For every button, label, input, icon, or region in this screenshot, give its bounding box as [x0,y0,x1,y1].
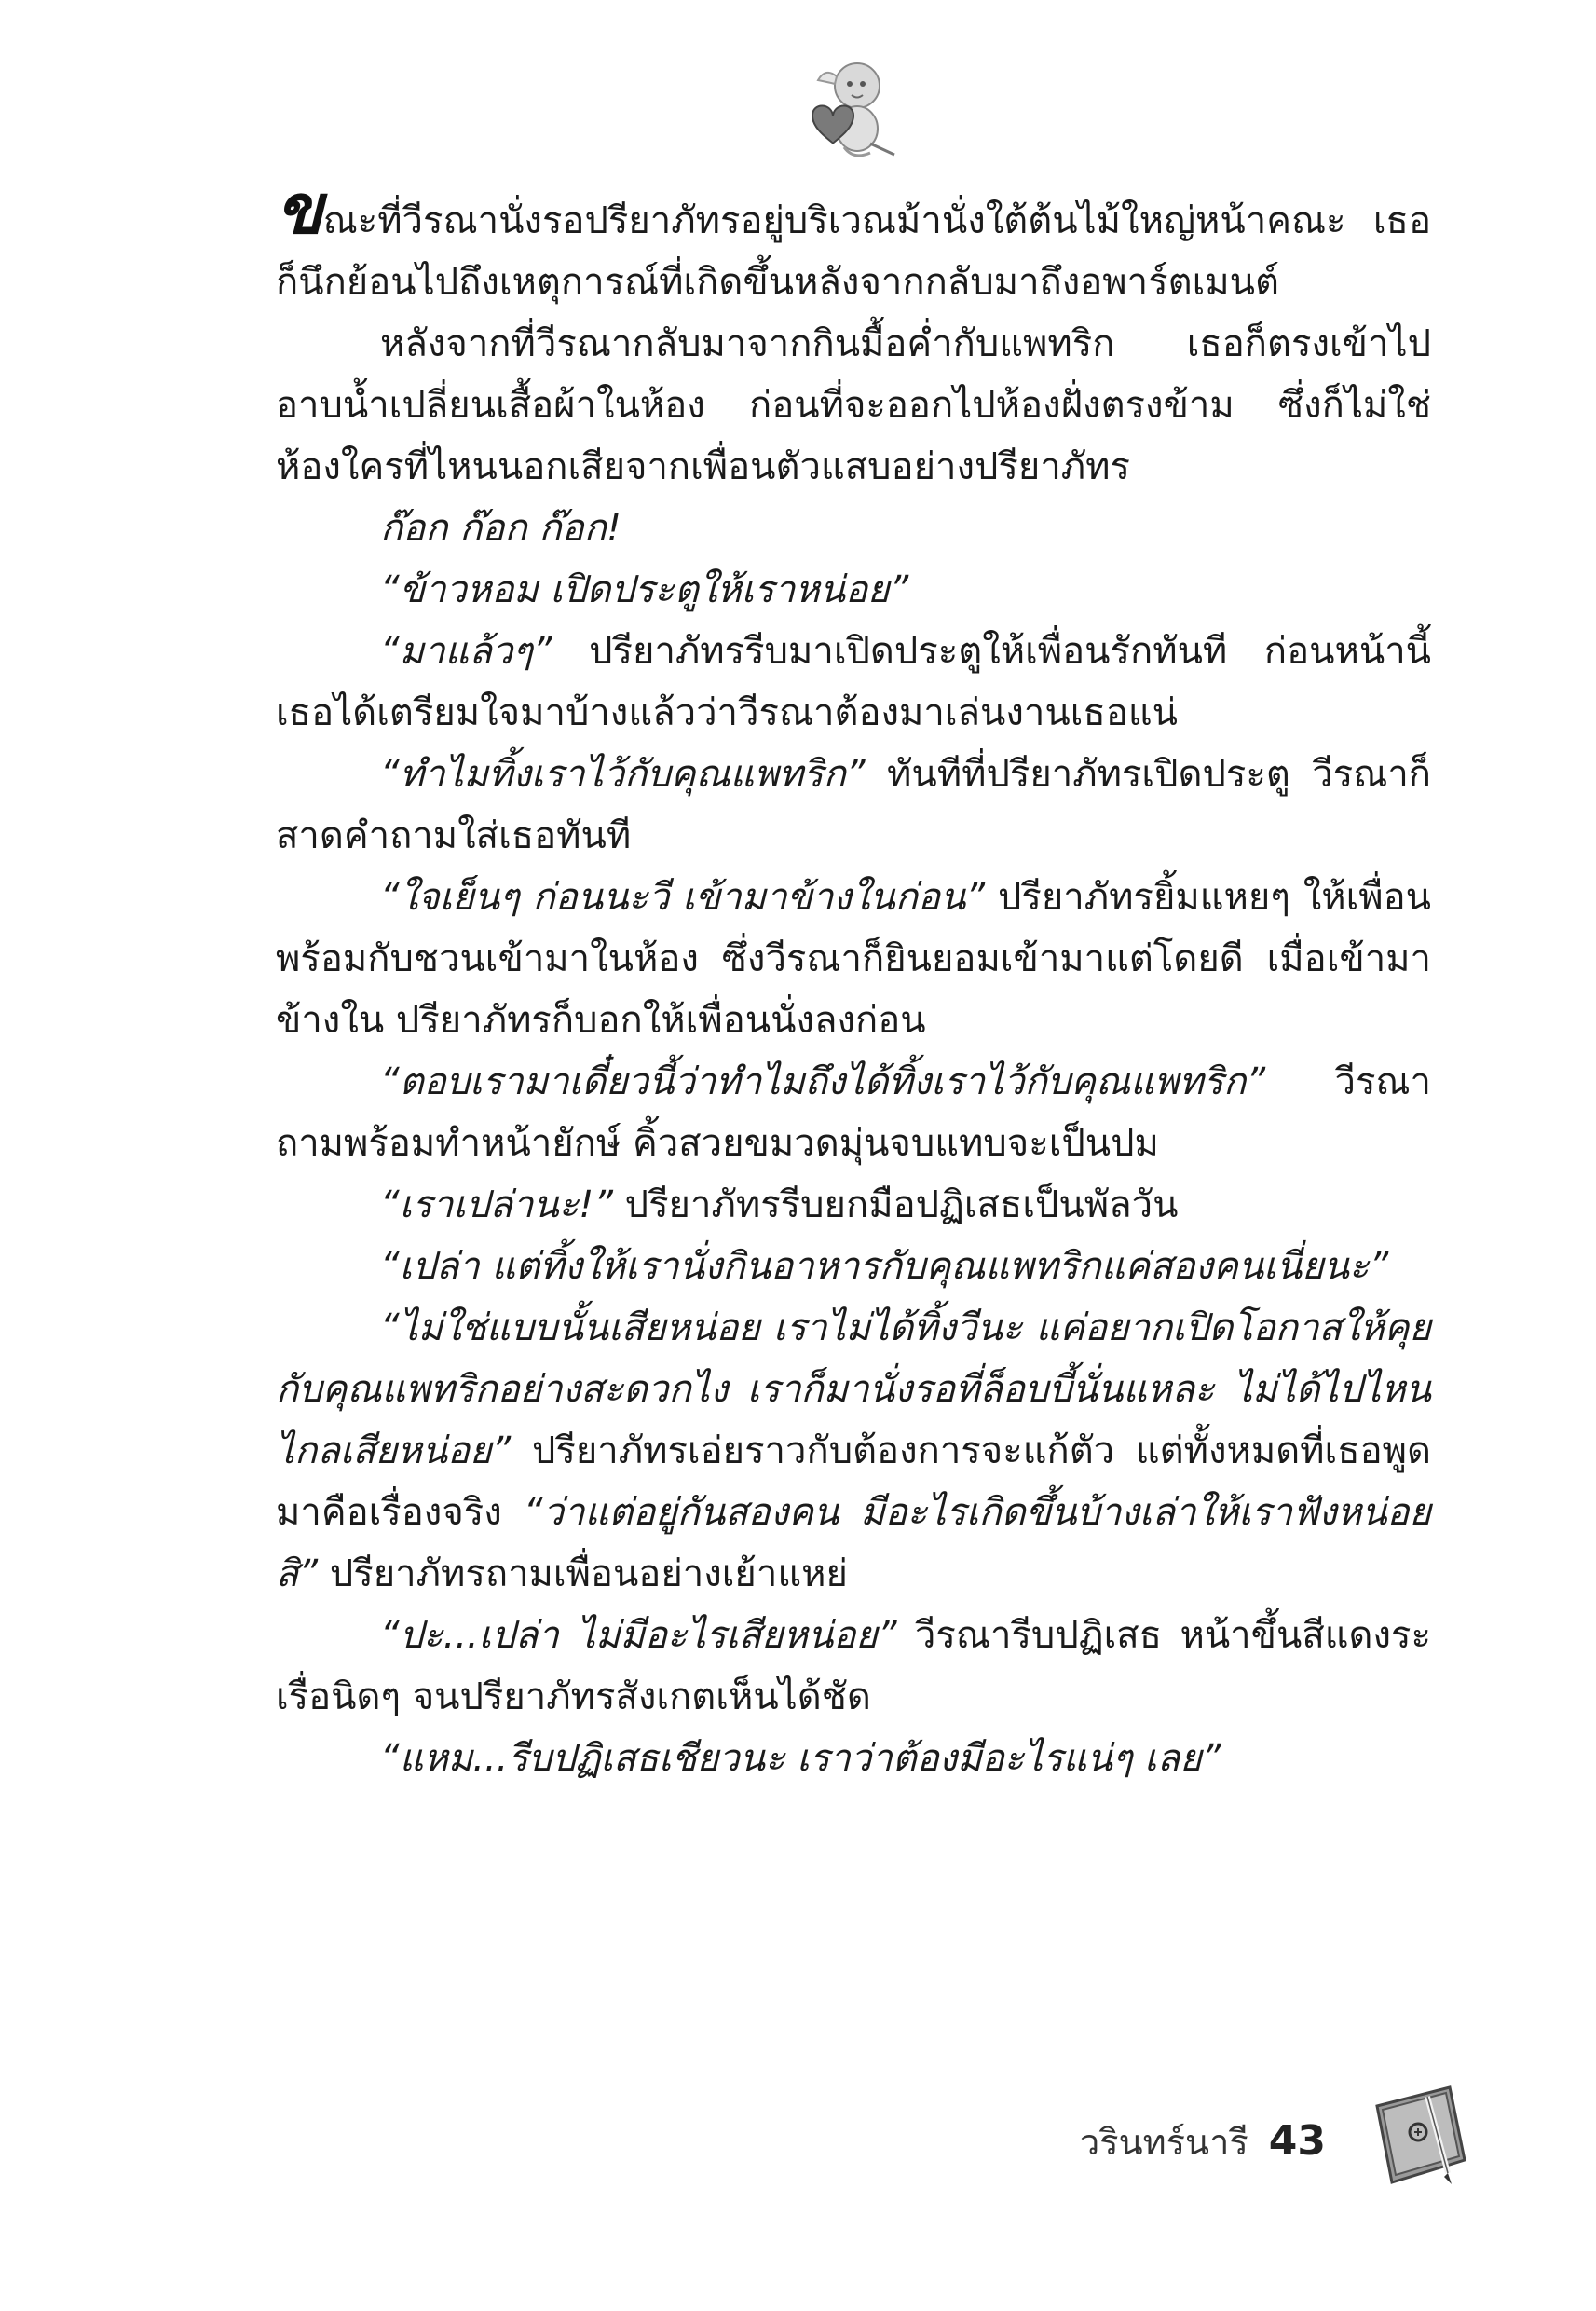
page-number: 43 [1268,2117,1326,2165]
dialogue-text: “ใจเย็นๆ ก่อนนะวี เข้ามาข้างในก่อน” [380,876,986,919]
dialogue-text: “ว่าแต่อยู่กันสองคน มีอะไรเกิดขึ้นบ้างเล่าให้เราฟังหน่อยสิ” [276,1491,1431,1595]
paragraph [276,1605,1431,1728]
paragraph [276,170,1431,313]
paragraph [276,867,1431,1051]
drop-cap: ข [276,170,323,250]
cupid-holding-heart-icon [799,54,902,164]
paragraph [276,1174,1431,1236]
dialogue-text: “ปะ...เปล่า ไม่มีอะไรเสียหน่อย” [380,1614,897,1657]
notebook-pen-icon [1360,2080,1472,2190]
narration-text: ทันทีที่ปรียาภัทรเปิดประตู วีรณาก็สาดคำถามใส่เธอทันที [276,753,1431,857]
page-footer [1080,2113,1326,2170]
paragraph [276,1236,1431,1297]
story-body [276,170,1431,1789]
paragraph [276,1297,1431,1605]
paragraph [276,313,1431,498]
dialogue-text: “ข้าวหอม เปิดประตูให้เราหน่อย” [380,568,909,611]
narration-text: ปรียาภัทรรีบยกมือปฏิเสธเป็นพัลวัน [612,1183,1179,1226]
narration-text: ปรียาภัทรถามเพื่อนอย่างเย้าแหย่ [318,1552,848,1595]
dialogue-text: “เปล่า แต่ทิ้งให้เรานั่งกินอาหารกับคุณแพทริกแค่สองคนเนี่ยนะ” [380,1245,1389,1288]
book-title: วรินทร์นารี [1079,2122,1248,2163]
dialogue-text: “เราเปล่านะ!” [380,1183,613,1226]
narration-text: ปรียาภัทรยิ้มแหยๆ ให้เพื่อน พร้อมกับชวนเข้ามาในห้อง ซึ่งวีรณาก็ยินยอมเข้ามาแต่โดยดี เมื่อเข้ามาข้างใน ปรียาภัทรก็บอกให้เพื่อนนั่งลงก่อน [276,876,1431,1042]
dialogue-text: “ตอบเรามาเดี๋ยวนี้ว่าทำไมถึงได้ทิ้งเราไว้กับคุณแพทริก” [380,1060,1266,1103]
dialogue-text: “แหม...รีบปฏิเสธเชียวนะ เราว่าต้องมีอะไรแน่ๆ เลย” [380,1737,1221,1780]
narration-text: ปรียาภัทรเอ่ยราวกับต้องการจะแก้ตัว แต่ทั้งหมดที่เธอพูดมาคือเรื่องจริง [276,1429,1431,1534]
dialogue-text: “มาแล้วๆ” [380,630,552,673]
dialogue-text: “ทำไมทิ้งเราไว้กับคุณแพทริก” [380,753,866,796]
paragraph [276,498,1431,559]
narration-text: ปรียาภัทรรีบมาเปิดประตูให้เพื่อนรักทันที ก่อนหน้านี้เธอได้เตรียมใจมาบ้างแล้วว่าวีรณาต้องมาเล่นงานเธอแน่ [276,630,1431,734]
paragraph [276,1051,1431,1174]
dialogue-text: ก๊อก ก๊อก ก๊อก! [380,507,621,550]
paragraph [276,744,1431,867]
narration-text: วีรณารีบปฏิเสธ หน้าขึ้นสีแดงระเรื่อนิดๆ จนปรียาภัทรสังเกตเห็นได้ชัด [276,1614,1431,1718]
dialogue-text: “ไม่ใช่แบบนั้นเสียหน่อย เราไม่ได้ทิ้งวีนะ แค่อยากเปิดโอกาสให้คุยกับคุณแพทริกอย่างสะดวกไง เราก็มานั่งรอที่ล็อบบี้นั่นแหละ ไม่ได้ไปไหนไกลเสียหน่อย” [276,1306,1431,1472]
paragraph [276,559,1431,621]
narration-text: วีรณาถามพร้อมทำหน้ายักษ์ คิ้วสวยขมวดมุ่นจบแทบจะเป็นปม [276,1060,1431,1165]
narration-text: หลังจากที่วีรณากลับมาจากกินมื้อค่ำกับแพทริก เธอก็ตรงเข้าไปอาบน้ำเปลี่ยนเสื้อผ้าในห้อง ก่อนที่จะออกไปห้องฝั่งตรงข้าม ซึ่งก็ไม่ใช่ห้องใครที่ไหนนอกเสียจากเพื่อนตัวแสบอย่างปรียาภัทร [276,322,1431,488]
paragraph [276,1728,1431,1789]
paragraph [276,621,1431,744]
narration-text: ณะที่วีรณานั่งรอปรียาภัทรอยู่บริเวณม้านั่งใต้ต้นไม้ใหญ่หน้าคณะ เธอก็นึกย้อนไปถึงเหตุการณ์ที่เกิดขึ้นหลังจากกลับมาถึงอพาร์ตเมนต์ [276,199,1431,304]
